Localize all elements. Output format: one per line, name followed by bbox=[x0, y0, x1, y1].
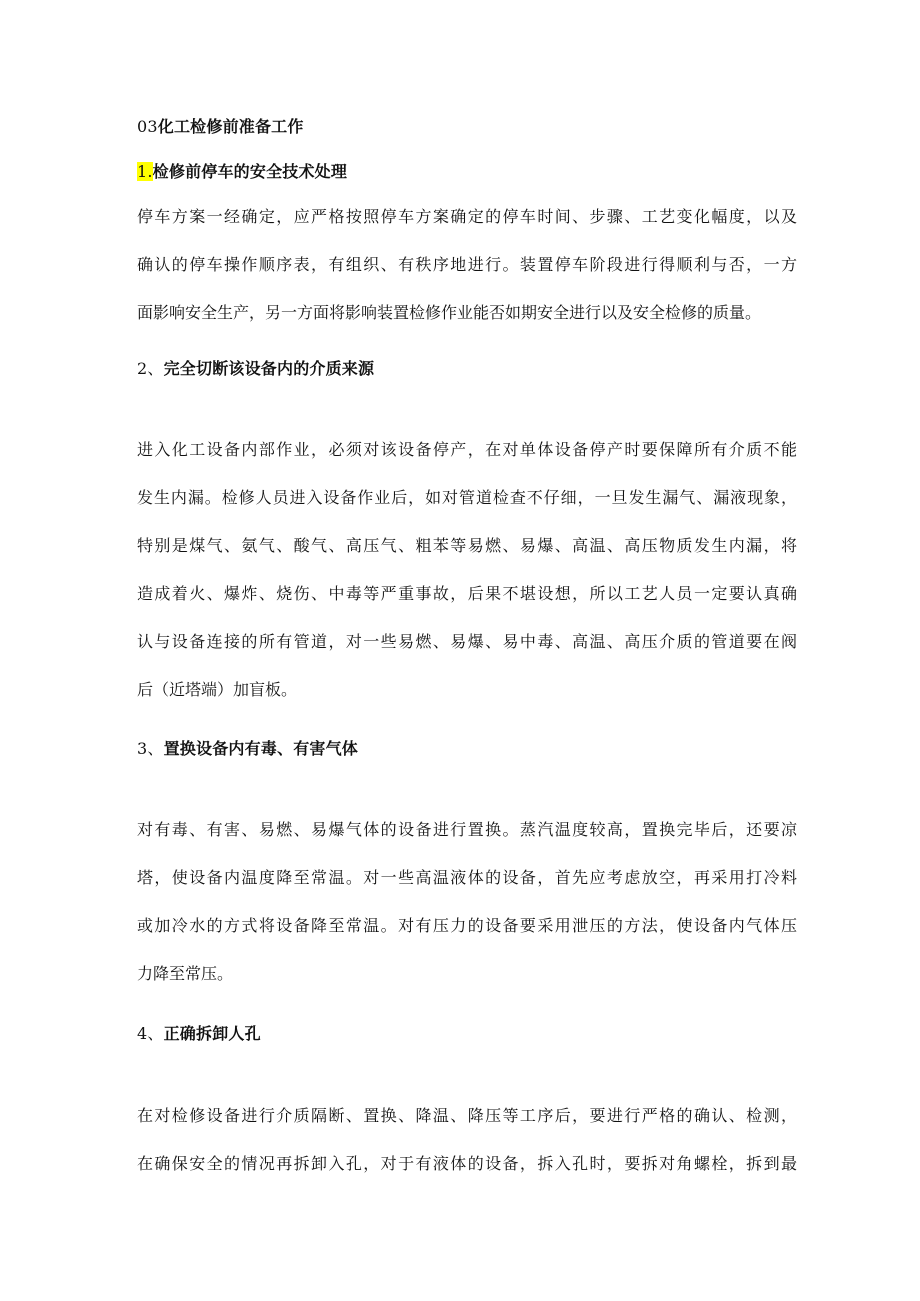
section-title-4: 正确拆卸人孔 bbox=[163, 1024, 261, 1043]
section-paragraph-1 bbox=[137, 193, 797, 337]
title-text: 化工检修前准备工作 bbox=[157, 117, 304, 136]
section-number-4: 4、 bbox=[137, 1024, 164, 1043]
paragraph-line: 造成着火、爆炸、烧伤、中毒等严重事故，后果不堪设想，所以工艺人员一定要认真确 bbox=[137, 584, 797, 603]
section-paragraph-3 bbox=[137, 806, 797, 998]
section-heading-4 bbox=[137, 1024, 261, 1044]
paragraph-line: 后（近塔端）加盲板。 bbox=[137, 680, 298, 699]
paragraph-line: 在确保安全的情况再拆卸入孔，对于有液体的设备，拆入孔时，要拆对角螺栓，拆到最 bbox=[137, 1154, 797, 1173]
section-number-3: 3、 bbox=[137, 739, 164, 758]
section-heading-2 bbox=[137, 359, 374, 379]
paragraph-line: 在对检修设备进行介质隔断、置换、降温、降压等工序后，要进行严格的确认、检测， bbox=[137, 1106, 797, 1125]
section-heading-3 bbox=[137, 739, 358, 759]
paragraph-line: 特别是煤气、氨气、酸气、高压气、粗苯等易燃、易爆、高温、高压物质发生内漏，将 bbox=[137, 536, 797, 555]
paragraph-line: 塔，使设备内温度降至常温。对一些高温液体的设备，首先应考虑放空，再采用打冷料 bbox=[137, 868, 797, 887]
paragraph-line: 力降至常压。 bbox=[137, 964, 234, 983]
section-title-2: 完全切断该设备内的介质来源 bbox=[163, 359, 375, 378]
section-paragraph-4 bbox=[137, 1092, 797, 1188]
section-title-1: 检修前停车的安全技术处理 bbox=[152, 162, 348, 181]
paragraph-line: 进入化工设备内部作业，必须对该设备停产，在对单体设备停产时要保障所有介质不能 bbox=[137, 440, 797, 459]
paragraph-line: 对有毒、有害、易燃、易爆气体的设备进行置换。蒸汽温度较高，置换完毕后，还要凉 bbox=[137, 820, 797, 839]
section-number-1: 1. bbox=[137, 162, 153, 181]
paragraph-line: 确认的停车操作顺序表，有组织、有秩序地进行。装置停车阶段进行得顺利与否，一方 bbox=[137, 255, 797, 274]
section-paragraph-2 bbox=[137, 426, 797, 714]
document-title bbox=[137, 117, 304, 137]
paragraph-line: 面影响安全生产，另一方面将影响装置检修作业能否如期安全进行以及安全检修的质量。 bbox=[137, 303, 762, 322]
section-heading-1 bbox=[137, 162, 347, 182]
paragraph-line: 发生内漏。检修人员进入设备作业后，如对管道检查不仔细，一旦发生漏气、漏液现象， bbox=[137, 488, 797, 507]
paragraph-line: 停车方案一经确定，应严格按照停车方案确定的停车时间、步骤、工艺变化幅度，以及 bbox=[137, 207, 797, 226]
paragraph-line: 认与设备连接的所有管道，对一些易燃、易爆、易中毒、高温、高压介质的管道要在阀 bbox=[137, 632, 797, 651]
title-number: 03 bbox=[137, 117, 158, 136]
paragraph-line: 或加冷水的方式将设备降至常温。对有压力的设备要采用泄压的方法，使设备内气体压 bbox=[137, 916, 797, 935]
section-number-2: 2、 bbox=[137, 359, 164, 378]
section-title-3: 置换设备内有毒、有害气体 bbox=[163, 739, 358, 758]
